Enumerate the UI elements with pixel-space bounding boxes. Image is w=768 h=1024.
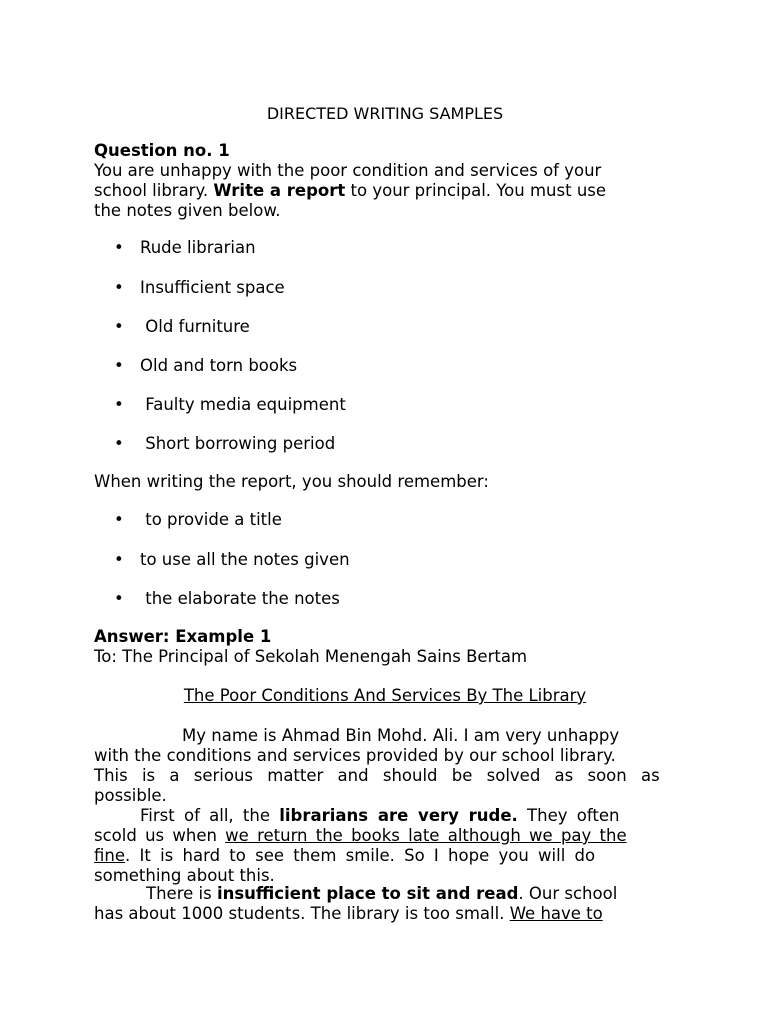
reminder-text: to provide a title	[140, 510, 282, 529]
p3-text-a: There is	[146, 884, 217, 903]
paragraph-2-line-2	[94, 826, 676, 846]
bullet-icon: •	[114, 510, 124, 529]
note-text: Rude librarian	[140, 238, 256, 257]
p2-text-a: First of all, the	[140, 806, 280, 825]
remember-intro: When writing the report, you should remember:	[94, 472, 489, 491]
reminder-text: the elaborate the notes	[140, 589, 340, 608]
essay-title: The Poor Conditions And Services By The Library	[183, 686, 587, 705]
bullet-icon: •	[114, 589, 124, 608]
note-text: Insufficient space	[140, 278, 285, 297]
note-text: Faulty media equipment	[140, 395, 346, 414]
to-line: To: The Principal of Sekolah Menengah Sains Bertam	[94, 647, 528, 666]
note-text: Short borrowing period	[140, 434, 336, 453]
bullet-icon: •	[114, 317, 124, 336]
p2-text-c: They often	[517, 806, 620, 825]
question-line-1: You are unhappy with the poor condition and services of your	[94, 161, 602, 180]
insufficient-place-emphasis: insufficient place to sit and read	[216, 884, 519, 903]
underlined-text: We have to	[509, 904, 603, 923]
reminder-text: to use all the notes given	[140, 550, 350, 569]
question-line-2-end: to your principal. You must use	[345, 181, 607, 200]
question-heading: Question no. 1	[94, 141, 230, 160]
paragraph-3-line-2	[94, 904, 676, 924]
note-text: Old and torn books	[140, 356, 298, 375]
question-body	[94, 161, 676, 221]
p2-text-a: scold us when	[94, 826, 226, 845]
paragraph-1-line-4: possible.	[94, 786, 167, 805]
bullet-icon: •	[114, 238, 124, 257]
note-text: Old furniture	[140, 317, 250, 336]
paragraph-1-line-1	[94, 726, 676, 746]
librarians-rude-emphasis: librarians are very rude.	[279, 806, 518, 825]
bullet-icon: •	[114, 278, 124, 297]
p2-text-b: . It is hard to see them smile. So I hope you will do	[125, 846, 596, 865]
question-line-3: the notes given below.	[94, 201, 281, 220]
bullet-icon: •	[114, 395, 124, 414]
paragraph-3-line-1	[94, 884, 676, 904]
p3-text-a: has about 1000 students. The library is too small.	[94, 904, 510, 923]
document-title: DIRECTED WRITING SAMPLES	[266, 104, 504, 123]
justified-line	[182, 726, 676, 746]
write-a-report-emphasis: Write a report	[213, 181, 346, 200]
paragraph-1-line-3: This is a serious matter and should be solved as soon as	[94, 766, 660, 785]
bullet-icon: •	[114, 356, 124, 375]
p1-text: My name is Ahmad Bin Mohd. Ali. I am very unhappy	[182, 726, 620, 745]
question-line-2	[94, 181, 676, 201]
paragraph-2-line-3	[94, 846, 676, 866]
paragraph-1-line-2: with the conditions and services provided by our school library.	[94, 746, 616, 765]
p3-text-c: . Our school	[518, 884, 618, 903]
paragraph-2-line-4: something about this.	[94, 866, 275, 885]
answer-heading: Answer: Example 1	[94, 627, 272, 646]
bullet-icon: •	[114, 550, 124, 569]
bullet-icon: •	[114, 434, 124, 453]
paragraph-2-line-1	[94, 806, 676, 826]
underlined-text: we return the books late although we pay the	[225, 826, 627, 845]
question-line-2-start: school library.	[94, 181, 214, 200]
underlined-text: fine	[94, 846, 126, 865]
